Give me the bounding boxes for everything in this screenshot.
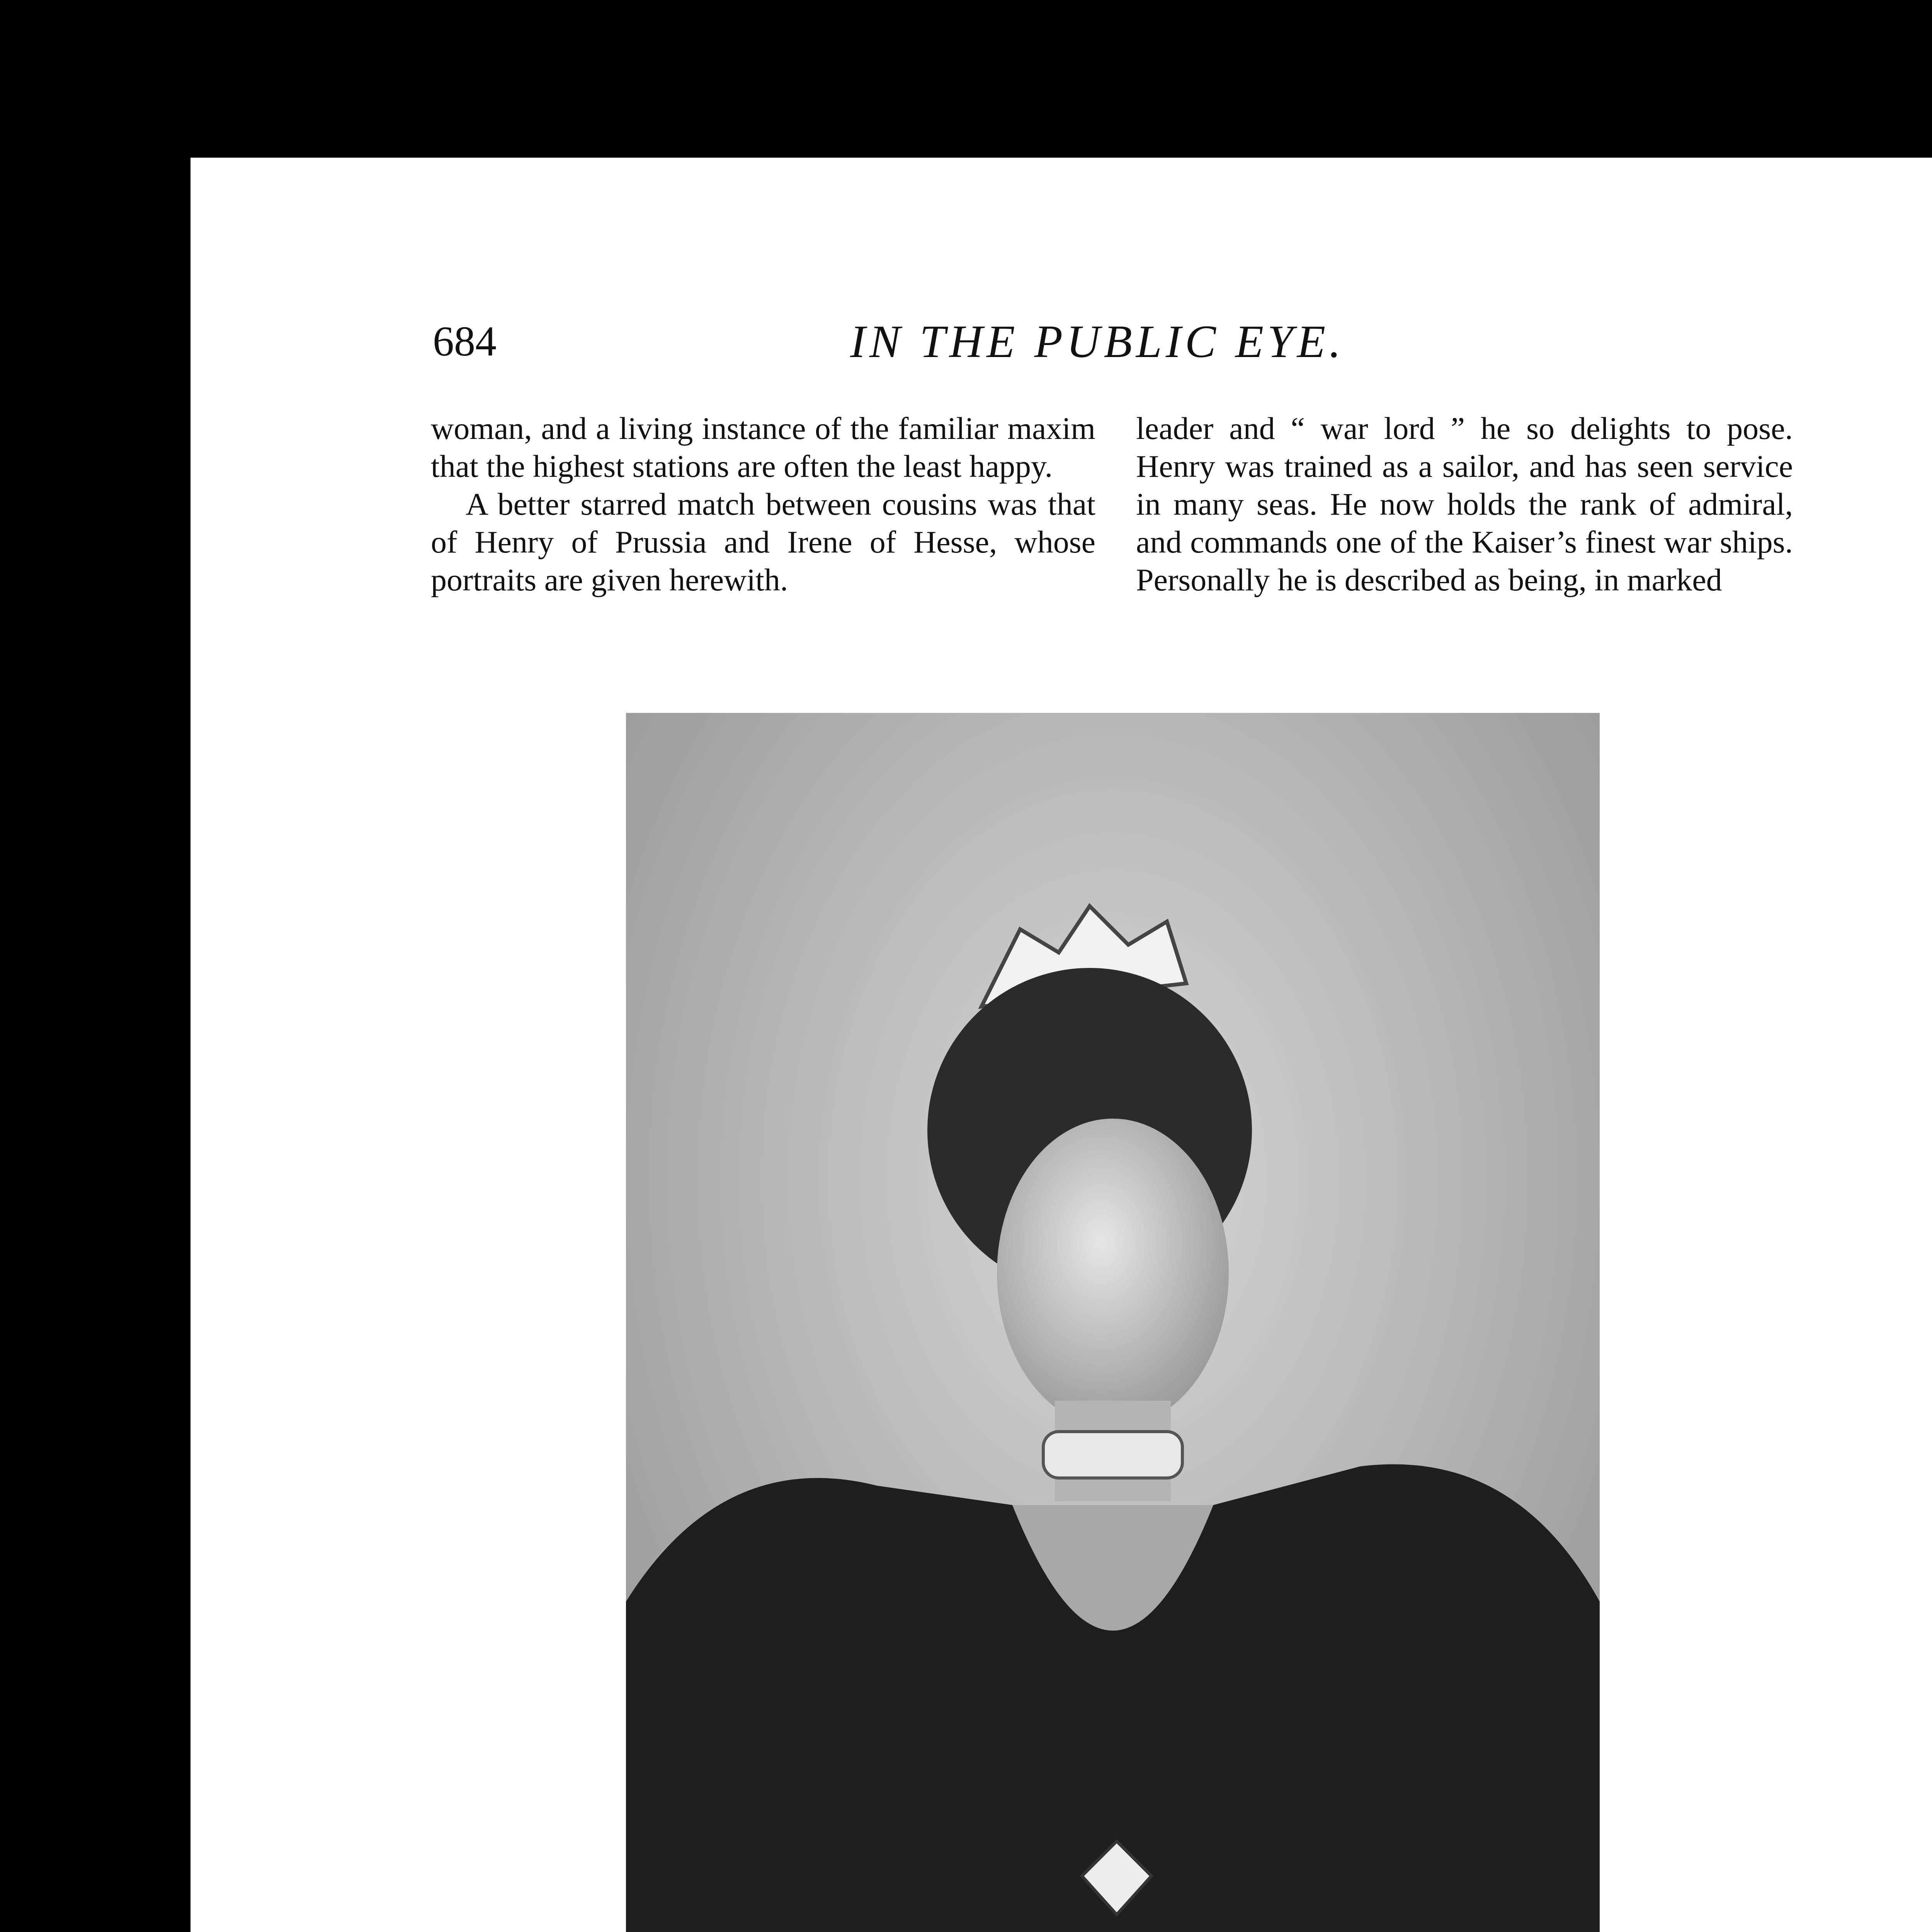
paragraph: A better starred match between cousins was that of Henry of Prussia and Irene of Hesse, whose portraits are given herewith. (431, 486, 1095, 597)
top-left-column (431, 410, 1095, 599)
page-number: 684 (433, 318, 497, 365)
portrait-image (626, 713, 1600, 1932)
paragraph: leader and “ war lord ” he so delights to pose. Henry was trained as a sailor, and has seen service in many seas. He now holds the rank of admiral, and commands one of the Kaiser’s finest war ships. Personally he is described as being, in marked (1136, 411, 1793, 597)
running-title: IN THE PUBLIC EYE. (850, 316, 1345, 367)
portrait-photograph (626, 713, 1600, 1932)
paragraph: woman, and a living instance of the familiar maxim that the highest stations are often the least happy. (431, 411, 1095, 484)
top-right-column (1136, 410, 1793, 599)
